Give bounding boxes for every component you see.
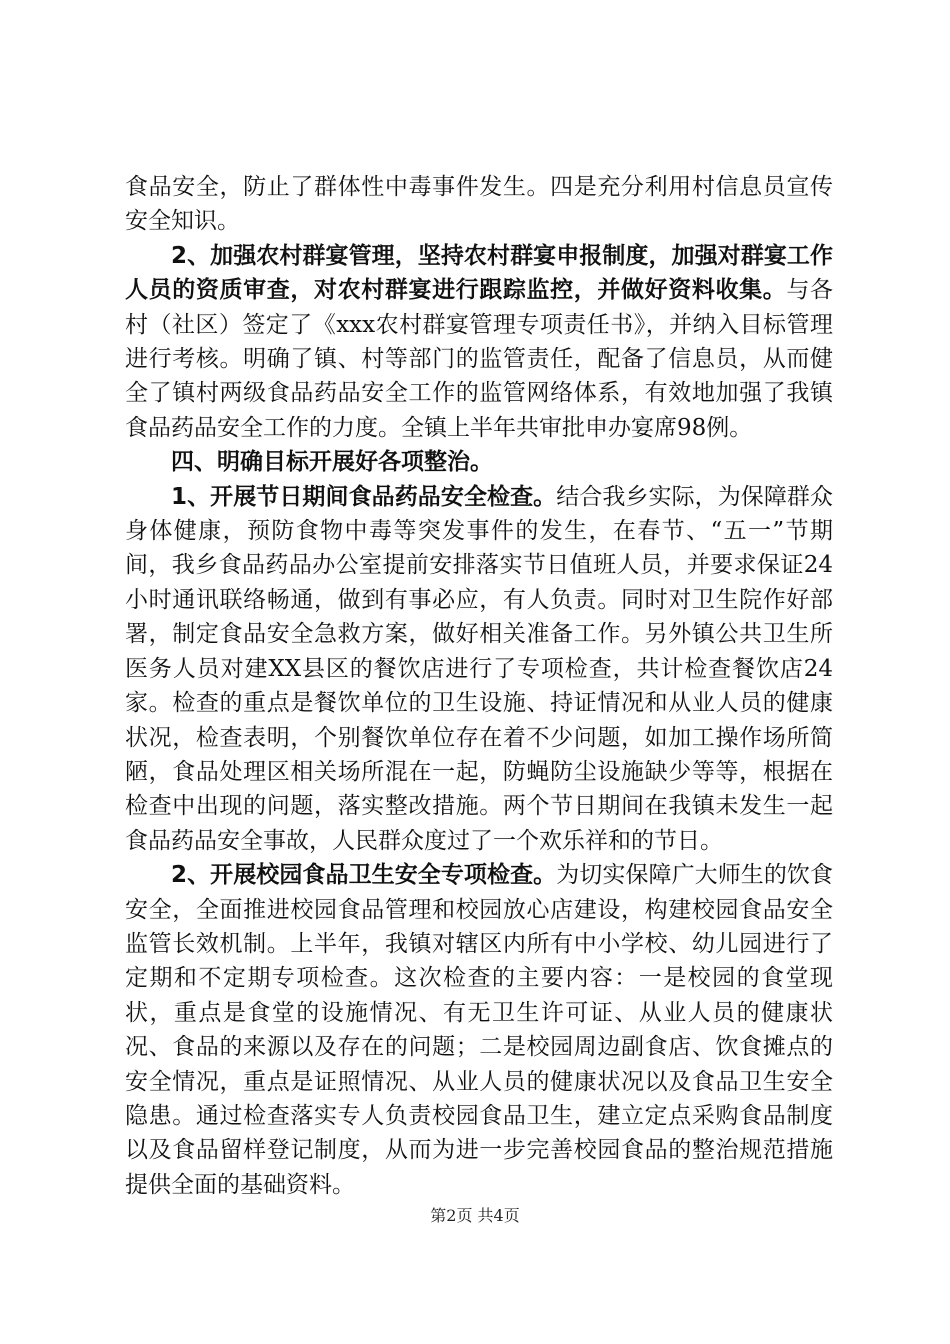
document-body	[125, 170, 833, 1202]
section-heading	[125, 445, 833, 479]
paragraph-text: 结合我乡实际，为保障群众身体健康，预防食物中毒等突发事件的发生，在春节、“五一”节期间，我乡食品药品办公室提前安排落实节日值班人员，并要求保证24小时通讯联络畅通，做到有事必应，有人负责。同时对卫生院作好部署，制定食品安全急救方案，做好相关准备工作。另外镇公共卫生所医务人员对建XX县区的餐饮店进行了专项检查，共计检查餐饮店24家。检查的重点是餐饮单位的卫生设施、持证情况和从业人员的健康状况，检查表明，个别餐饮单位存在着不少问题，如加工操作场所简陋，食品处理区相关场所混在一起，防蝇防尘设施缺少等等，根据在检查中出现的问题，落实整改措施。两个节日期间在我镇未发生一起食品药品安全事故，人民群众度过了一个欢乐祥和的节日。	[125, 483, 833, 854]
page-footer: 第2页 共4页	[430, 1206, 520, 1225]
paragraph-lead: 2、加强农村群宴管理，坚持农村群宴申报制度，加强对群宴工作人员的资质审查，对农村群宴进行跟踪监控，并做好资料收集。	[125, 242, 833, 304]
paragraph-text: 为切实保障广大师生的饮食安全，全面推进校园食品管理和校园放心店建设，构建校园食品安全监管长效机制。上半年，我镇对辖区内所有中小学校、幼儿园进行了定期和不定期专项检查。这次检查的主要内容：一是校园的食堂现状，重点是食堂的设施情况、有无卫生许可证、从业人员的健康状况、食品的来源以及存在的问题；二是校园周边副食店、饮食摊点的安全情况，重点是证照情况、从业人员的健康状况以及食品卫生安全隐患。通过检查落实专人负责校园食品卫生，建立定点采购食品制度以及食品留样登记制度，从而为进一步完善校园食品的整治规范措施提供全面的基础资料。	[125, 862, 833, 1198]
paragraph-text: 与各村（社区）签定了《xxx农村群宴管理专项责任书》，并纳入目标管理进行考核。明确了镇、村等部门的监管责任，配备了信息员，从而健全了镇村两级食品药品安全工作的监管网络体系，有效地加强了我镇食品药品安全工作的力度。全镇上半年共审批申办宴席98例。	[125, 277, 834, 441]
paragraph-text: 食品安全，防止了群体性中毒事件发生。四是充分利用村信息员宣传安全知识。	[125, 174, 833, 235]
heading-text: 四、明确目标开展好各项整治。	[171, 449, 493, 476]
paragraph-rural-banquet	[125, 239, 833, 445]
paragraph-holiday-inspection	[125, 480, 833, 858]
paragraph-continuation	[125, 170, 833, 239]
paragraph-lead: 1、开展节日期间食品药品安全检查。	[171, 483, 557, 510]
paragraph-campus-inspection	[125, 858, 833, 1202]
paragraph-lead: 2、开展校园食品卫生安全专项检查。	[171, 862, 557, 889]
